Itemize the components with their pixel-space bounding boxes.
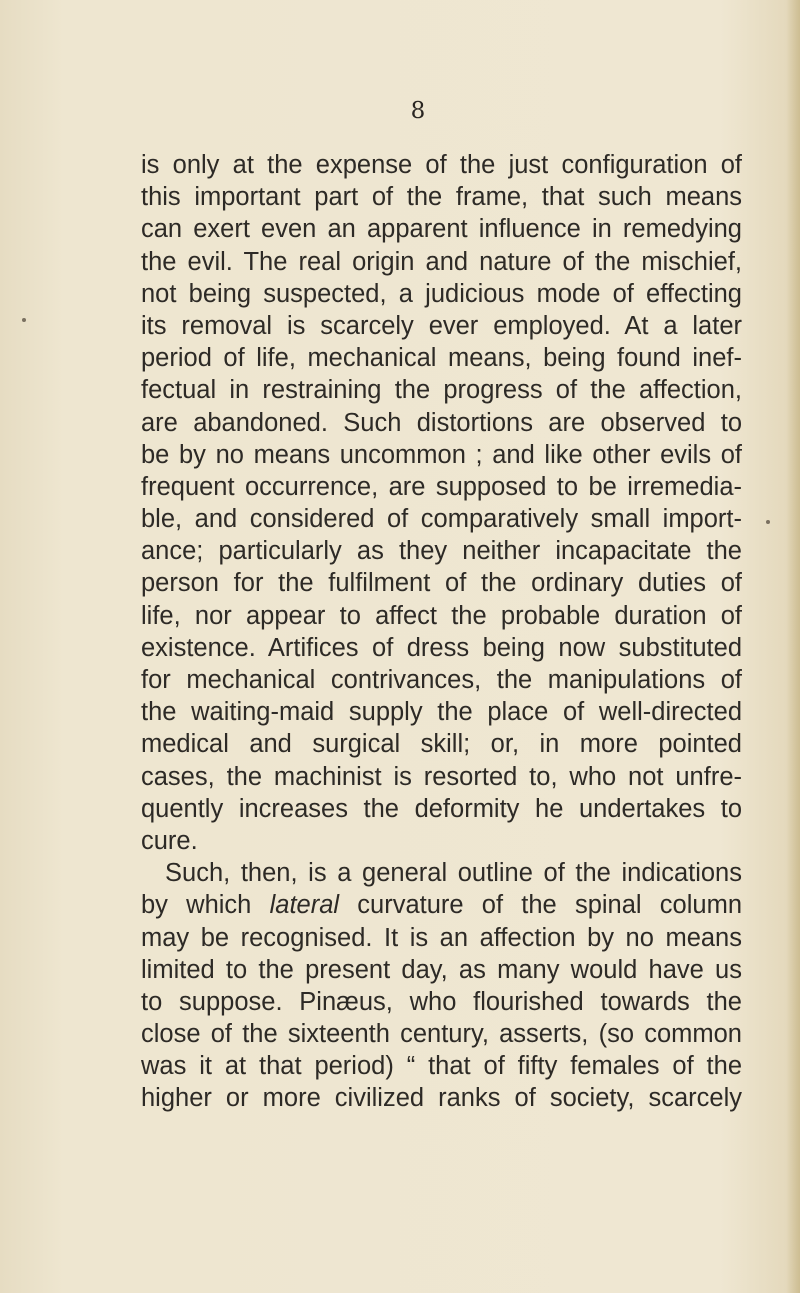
text-line: existence. Artifices of dress being now substituted — [141, 633, 742, 662]
text-line: cure. — [141, 826, 198, 855]
text-line: for mechanical contrivances, the manipulations of — [141, 666, 742, 694]
text-line: be by no means uncommon ; and like other evils of — [141, 440, 742, 469]
text-fragment: curvature of the spinal column — [357, 891, 743, 920]
text-line: frequent occurrence, are supposed to be irremedia- — [141, 472, 742, 501]
text-line: the evil. The real origin and nature of the mischief, — [141, 247, 742, 276]
text-line: to suppose. Pinæus, who flourished towards the — [141, 987, 742, 1016]
text-line: fectual in restraining the progress of the affection, — [141, 376, 742, 405]
page-speck — [22, 318, 26, 322]
text-line: ble, and considered of comparatively small import- — [141, 505, 742, 534]
text-line: the waiting-maid supply the place of well-directed — [141, 698, 742, 727]
text-line: higher or more civilized ranks of society, scarcely — [141, 1084, 742, 1113]
paragraph-1 — [141, 149, 742, 857]
paragraph-2 — [141, 857, 742, 1115]
text-line: medical and surgical skill; or, in more pointed — [141, 730, 742, 759]
text-line: person for the fulfilment of the ordinary duties of — [141, 569, 742, 598]
paragraph-2-rest — [141, 922, 742, 1115]
text-line: ance; particularly as they neither incapacitate the — [141, 537, 742, 566]
text-line: limited to the present day, as many would have us — [141, 955, 742, 984]
page-speck — [766, 520, 770, 524]
text-line — [141, 889, 742, 921]
text-line: is only at the expense of the just configuration of — [141, 151, 742, 179]
text-fragment: by which — [141, 891, 252, 920]
page-edge-shadow — [786, 0, 800, 1293]
text-line: may be recognised. It is an affection by no means — [141, 923, 742, 952]
page-number: 8 — [410, 98, 426, 124]
body-text — [141, 149, 742, 1115]
text-line: are abandoned. Such distortions are observed to — [141, 408, 742, 437]
text-line: period of life, mechanical means, being found inef- — [141, 344, 742, 373]
text-line: cases, the machinist is resorted to, who not unfre- — [141, 762, 742, 791]
text-line: life, nor appear to affect the probable duration of — [141, 601, 742, 630]
text-line: not being suspected, a judicious mode of effecting — [141, 279, 742, 308]
text-line: this important part of the frame, that such means — [141, 183, 742, 212]
text-line: its removal is scarcely ever employed. At a later — [141, 311, 742, 340]
text-line: can exert even an apparent influence in remedying — [141, 215, 742, 244]
text-line: close of the sixteenth century, asserts, (so common — [141, 1020, 742, 1049]
text-line: was it at that period) “ that of fifty females of the — [141, 1052, 742, 1081]
text-line: quently increases the deformity he undertakes to — [141, 794, 742, 823]
text-line: Such, then, is a general outline of the indications — [165, 859, 742, 888]
italic-word: lateral — [269, 891, 340, 920]
